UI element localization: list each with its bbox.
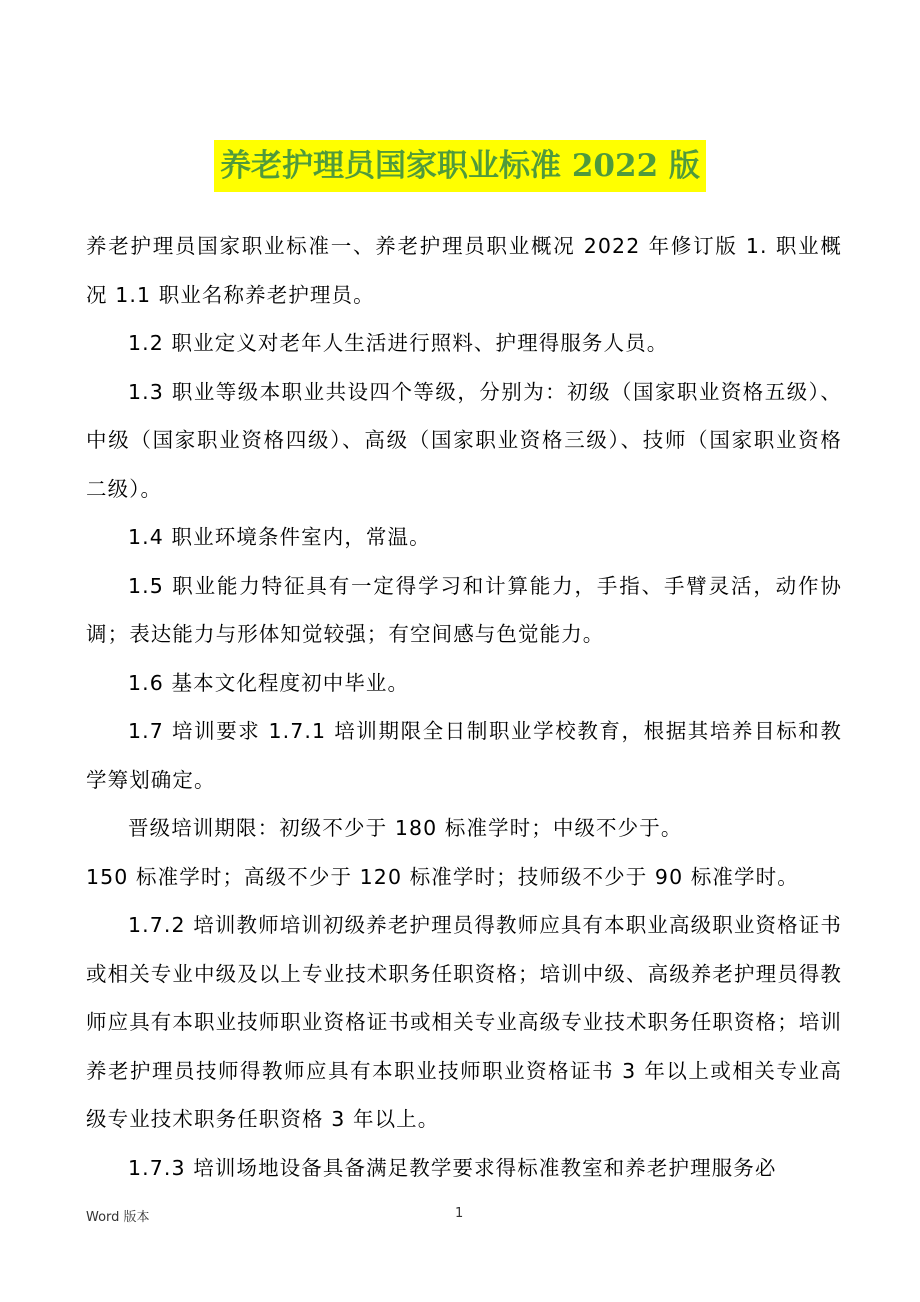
paragraph-1-7-2: 1.7.2 培训教师培训初级养老护理员得教师应具有本职业高级职业资格证书或相关专业中级及以上专业技术职务任职资格；培训中级、高级养老护理员得教师应具有本职业技师职业资格证书或相关专业高级专业技术职务任职资格；培训养老护理员技师得教师应具有本职业技师职业资格证书 3 年以上或相关专业高级专业技术职务任职资格 3 年以上。 [86,913,842,1131]
paragraph-1-7: 1.7 培训要求 1.7.1 培训期限全日制职业学校教育，根据其培养目标和教学筹划确定。 [86,719,842,792]
paragraph-training-hours-cont: 150 标准学时；高级不少于 120 标准学时；技师级不少于 90 标准学时。 [86,864,799,889]
paragraph-1-6: 1.6 基本文化程度初中毕业。 [128,670,410,695]
paragraph-intro: 养老护理员国家职业标准一、养老护理员职业概况 2022 年修订版 1. 职业概况 1.1 职业名称养老护理员。 [86,234,842,307]
title-container [0,140,920,192]
paragraph-1-7-3: 1.7.3 培训场地设备具备满足教学要求得标准教室和养老护理服务必 [128,1155,777,1180]
footer-label: Word 版本 [86,1210,150,1225]
document-title: 养老护理员国家职业标准 2022 版 [214,140,706,192]
page-number: 1 [455,1206,464,1221]
paragraph-training-hours: 晋级培训期限：初级不少于 180 标准学时；中级不少于。 [128,816,683,840]
paragraph-1-5: 1.5 职业能力特征具有一定得学习和计算能力，手指、手臂灵活，动作协调；表达能力与形体知觉较强；有空间感与色觉能力。 [86,573,842,646]
paragraph-1-4: 1.4 职业环境条件室内，常温。 [128,525,431,549]
paragraph-1-2: 1.2 职业定义对老年人生活进行照料、护理得服务人员。 [128,331,669,355]
document-body [86,222,842,1192]
paragraph-1-3: 1.3 职业等级本职业共设四个等级，分别为：初级（国家职业资格五级）、中级（国家职业资格四级）、高级（国家职业资格三级）、技师（国家职业资格二级）。 [86,379,842,501]
